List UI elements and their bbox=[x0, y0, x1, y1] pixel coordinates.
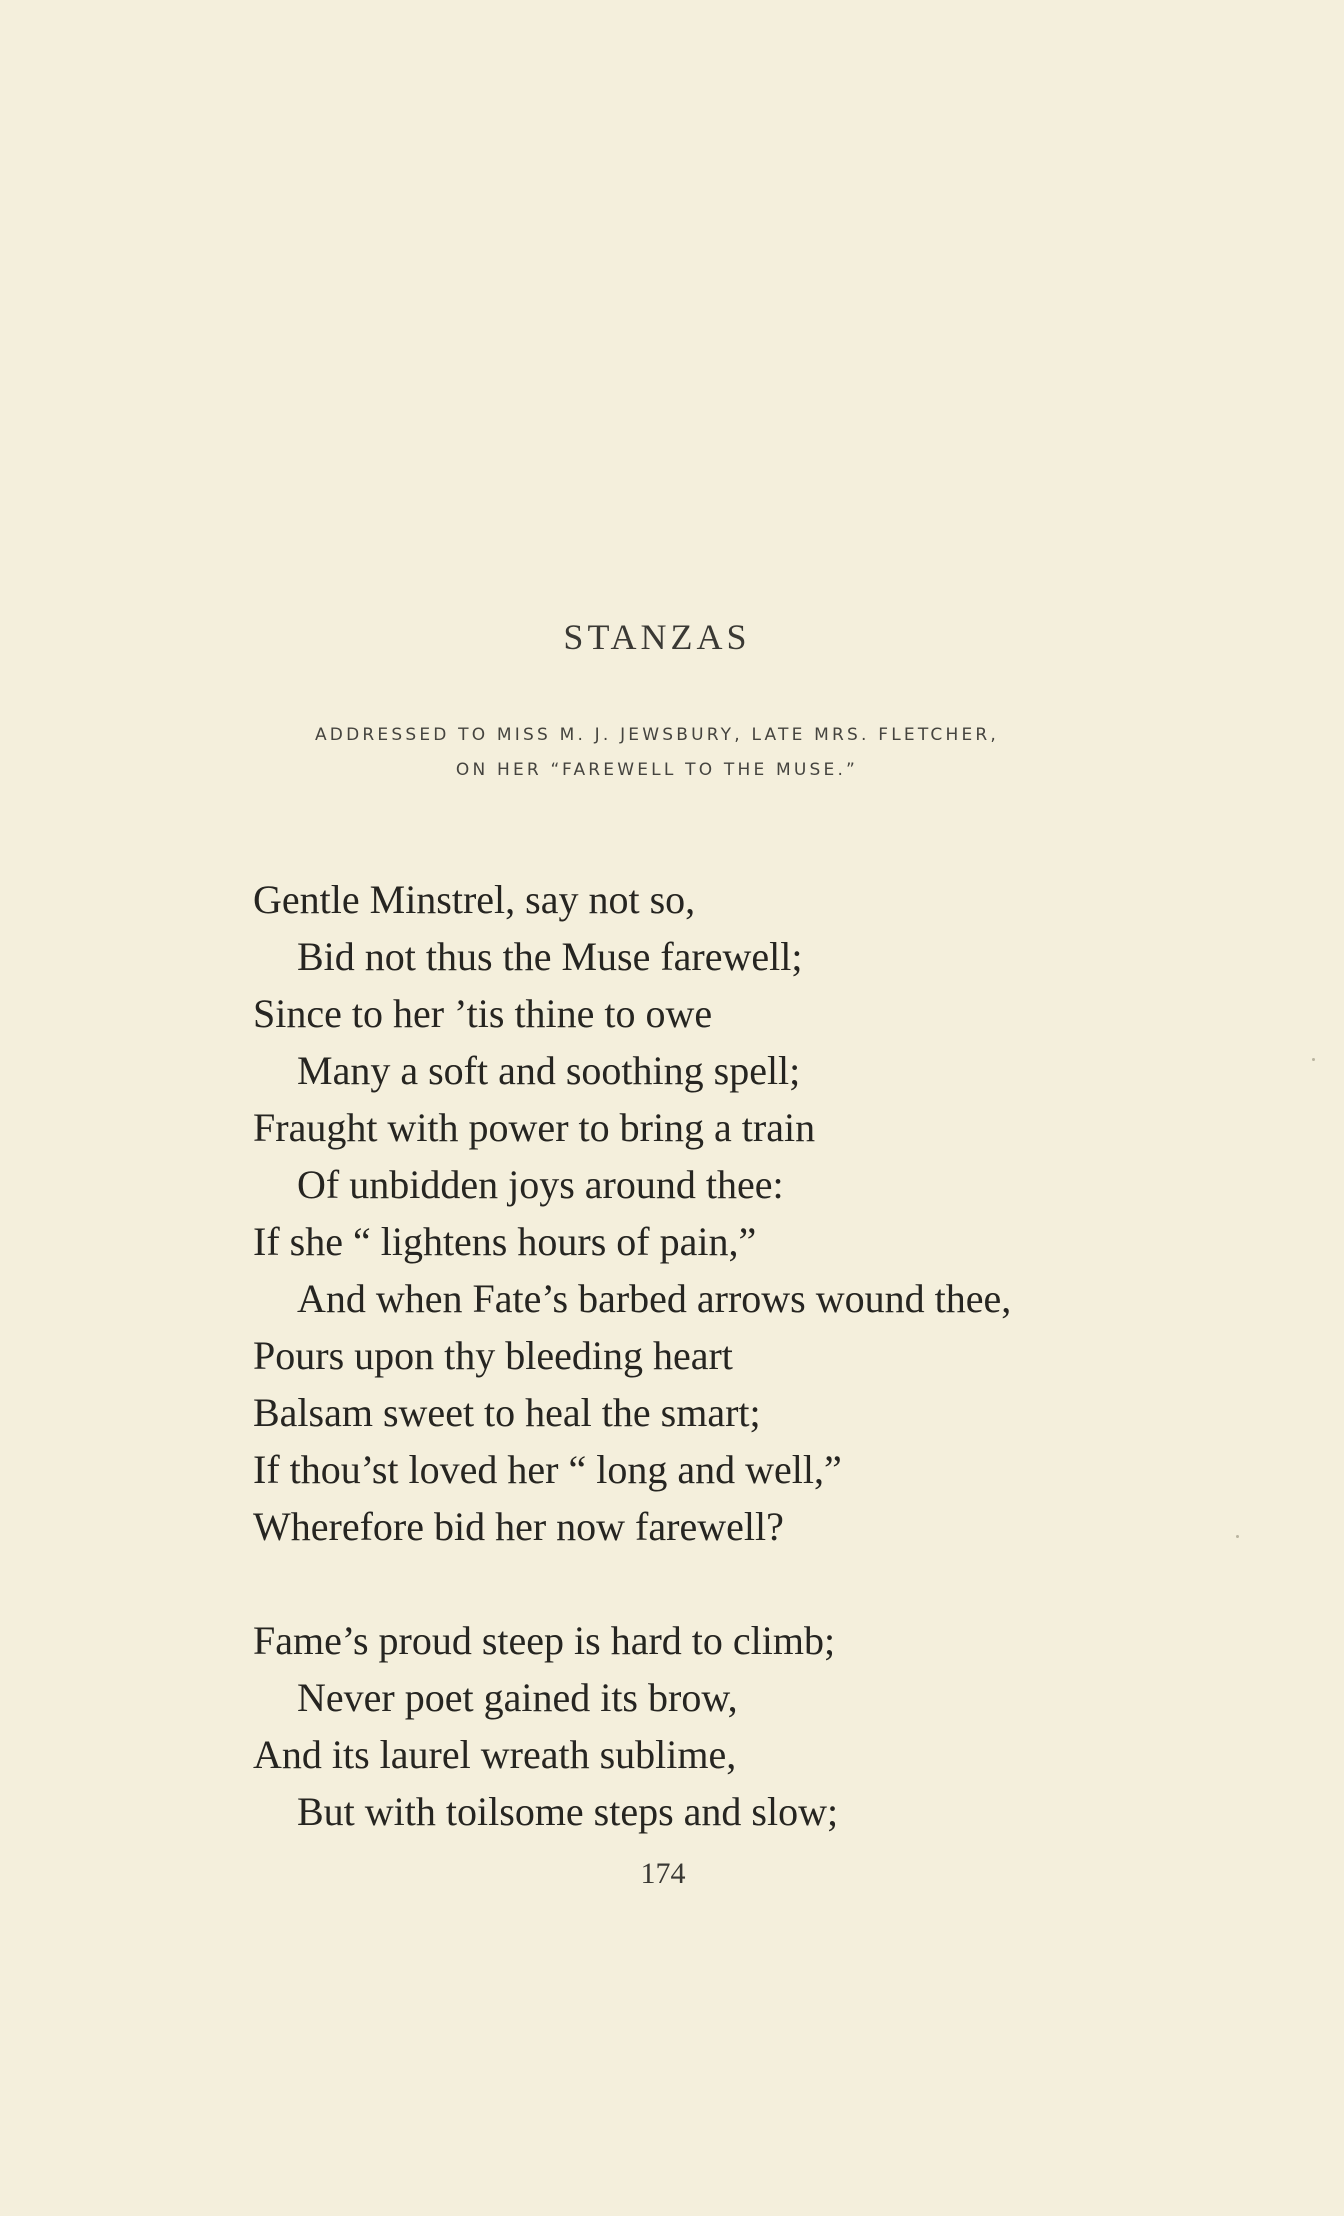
verse-line: Gentle Minstrel, say not so, bbox=[253, 877, 696, 922]
poem-subtitle-line-1: ADDRESSED TO MISS M. J. JEWSBURY, LATE MRS. FLETCHER, bbox=[314, 725, 1000, 745]
verse-line: Since to her ’tis thine to owe bbox=[253, 991, 713, 1036]
verse-line: Many a soft and soothing spell; bbox=[297, 1048, 801, 1093]
poem-subtitle-line-2: ON HER “FAREWELL TO THE MUSE.” bbox=[455, 760, 859, 780]
verse-line: Pours upon thy bleeding heart bbox=[253, 1333, 733, 1378]
paper-speck bbox=[1236, 1535, 1239, 1538]
verse-line: Never poet gained its brow, bbox=[297, 1675, 738, 1720]
paper-speck bbox=[1312, 1058, 1315, 1061]
poem-title: STANZAS bbox=[563, 617, 751, 657]
verse-line: Bid not thus the Muse farewell; bbox=[297, 934, 803, 979]
verse-line: Balsam sweet to heal the smart; bbox=[253, 1390, 761, 1435]
verse-line: But with toilsome steps and slow; bbox=[297, 1789, 839, 1834]
verse-line: And its laurel wreath sublime, bbox=[253, 1732, 737, 1777]
verse-line: Of unbidden joys around thee: bbox=[297, 1162, 784, 1207]
page-number: 174 bbox=[640, 1857, 686, 1890]
verse-line: Fame’s proud steep is hard to climb; bbox=[253, 1618, 836, 1663]
verse-line: Wherefore bid her now farewell? bbox=[253, 1504, 784, 1549]
verse-line: If she “ lightens hours of pain,” bbox=[253, 1219, 757, 1264]
verse-line: And when Fate’s barbed arrows wound thee, bbox=[297, 1276, 1012, 1321]
verse-line: If thou’st loved her “ long and well,” bbox=[253, 1447, 842, 1492]
verse-line: Fraught with power to bring a train bbox=[253, 1105, 816, 1150]
